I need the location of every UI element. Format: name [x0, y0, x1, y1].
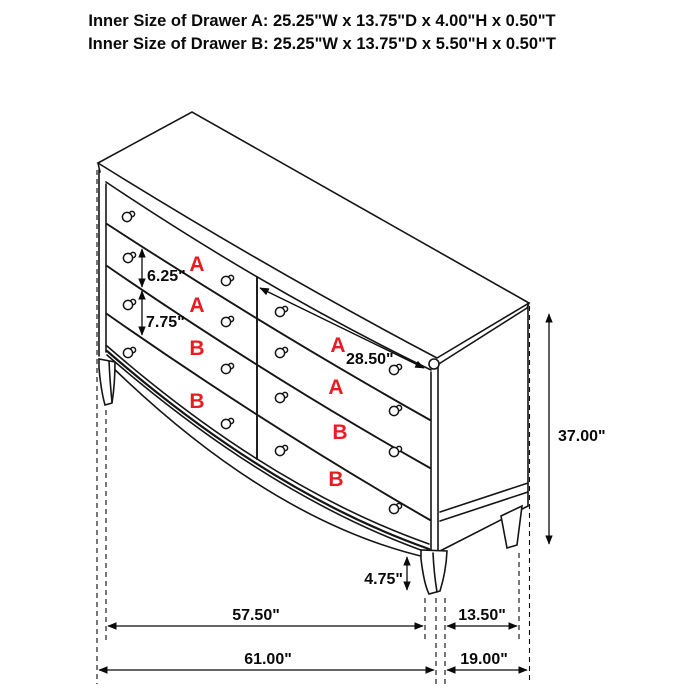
dimension-label: 57.50" [232, 607, 280, 624]
drawer-knob [123, 252, 135, 262]
front-left-post [99, 170, 106, 356]
title-line-2: Inner Size of Drawer B: 25.25"W x 13.75"D x 5.50"H x 0.50"T [88, 35, 556, 53]
dimension-label: 4.75" [364, 571, 403, 588]
drawer-knob [221, 418, 233, 428]
drawer-knob [389, 503, 401, 513]
drawer-knob [221, 275, 233, 285]
diagram-title [88, 12, 556, 53]
drawer-knob [275, 306, 287, 316]
dimension-label: 61.00" [244, 651, 292, 668]
drawer-letter: B [328, 468, 344, 491]
base-rail [107, 346, 429, 558]
legs [99, 359, 522, 594]
drawer-letter: A [189, 294, 205, 317]
drawer-knob [275, 445, 287, 455]
drawer-knob [221, 363, 233, 373]
dimension-label: 19.00" [460, 651, 508, 668]
dimension-label: 28.50" [346, 351, 394, 368]
front-left-leg [99, 359, 115, 405]
dimension-overall-depth [447, 651, 527, 670]
drawer-knob [123, 299, 135, 309]
dimension-drawer-a-height [142, 249, 186, 287]
dimension-label: 7.75" [146, 314, 185, 331]
drawer-letter: B [332, 421, 348, 444]
back-right-leg [501, 506, 522, 548]
dimension-side-depth-between-legs [447, 607, 517, 626]
drawer-letter: B [189, 337, 205, 360]
front-right-leg [421, 550, 447, 594]
drawer-knob [389, 446, 401, 456]
drawer-knob [122, 211, 134, 221]
dimension-label: 13.50" [458, 607, 506, 624]
drawer-knob [389, 405, 401, 415]
drawer-knob [123, 347, 135, 357]
drawer-letter: A [328, 376, 344, 399]
dimension-label: 37.00" [558, 428, 606, 445]
dimension-front-width-between-legs [108, 607, 423, 626]
drawer-knob [275, 347, 287, 357]
corner-cap [429, 359, 439, 369]
drawer-knob [221, 316, 233, 326]
drawer-letter: B [189, 390, 205, 413]
dresser-drawing [98, 112, 529, 594]
dimension-label: 6.25" [147, 268, 186, 285]
dimension-leg-height [364, 557, 407, 590]
dresser-top [98, 112, 529, 370]
dimension-overall-height [549, 314, 606, 544]
drawer-letter: A [189, 253, 205, 276]
title-line-1: Inner Size of Drawer A: 25.25"W x 13.75"D x 4.00"H x 0.50"T [88, 12, 556, 30]
dimension-overall-width [99, 651, 434, 670]
drawer-letter: A [330, 334, 346, 357]
drawer-knob [275, 392, 287, 402]
